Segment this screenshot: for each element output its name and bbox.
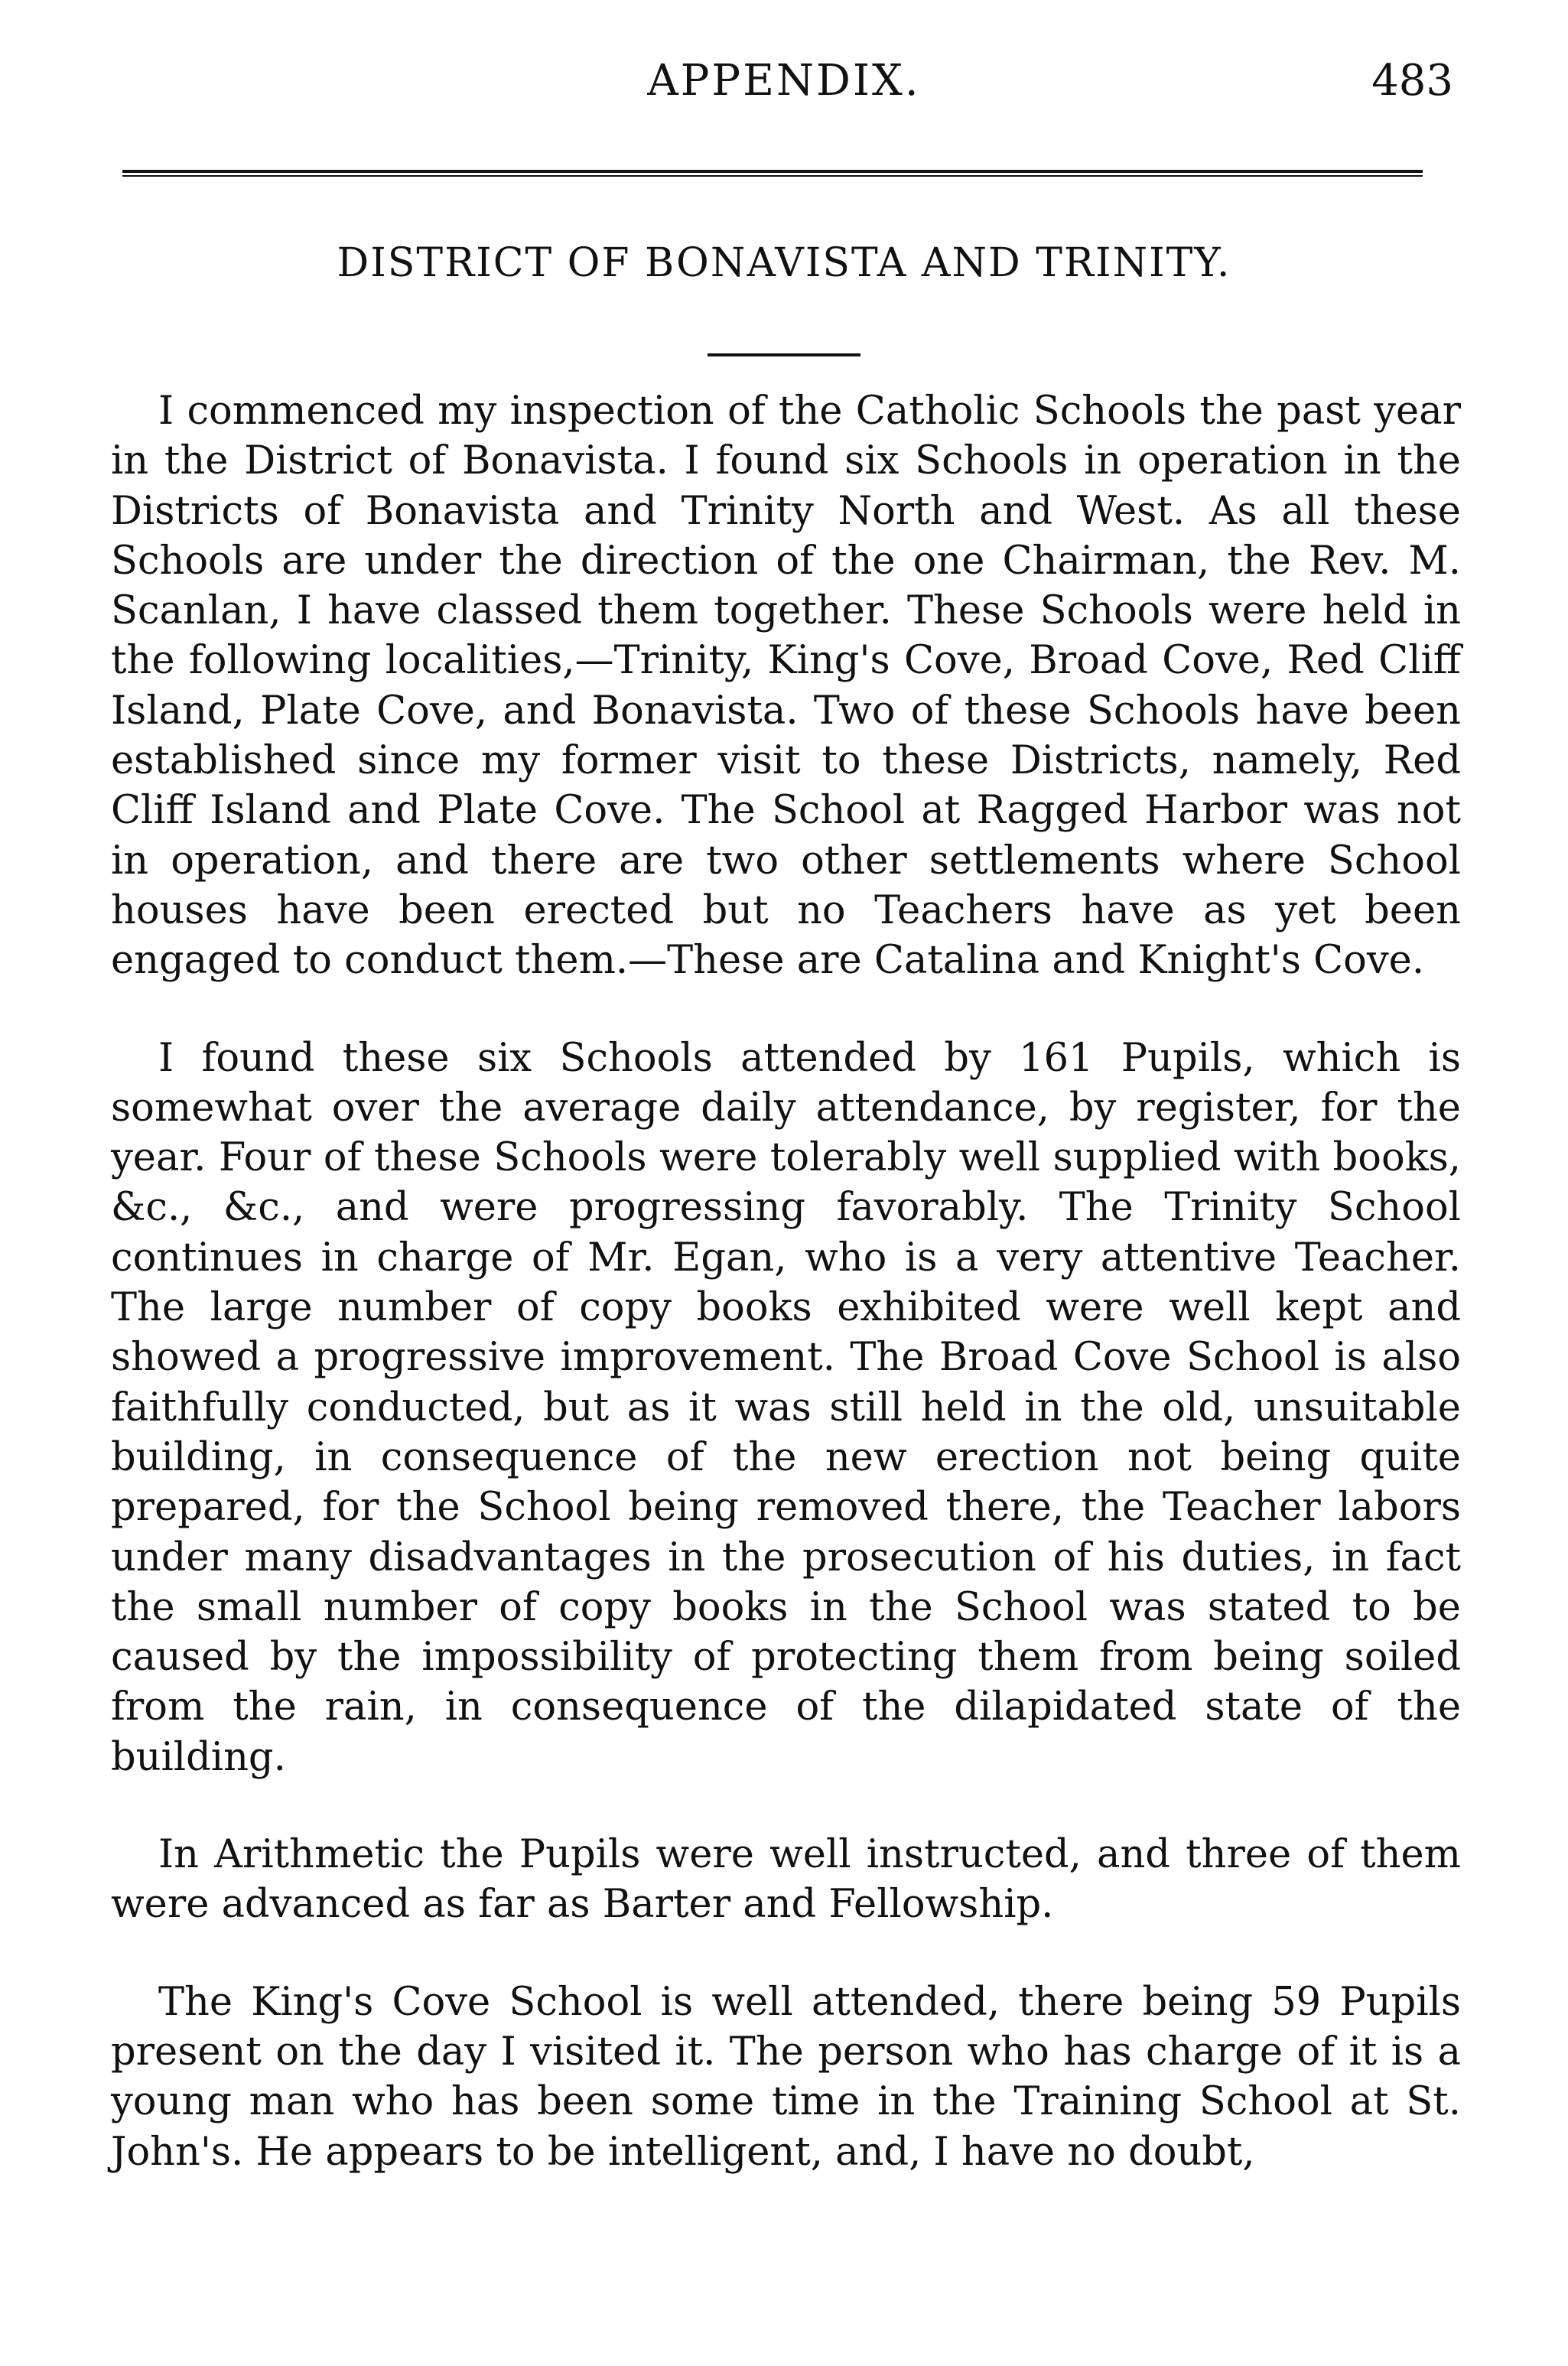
paragraph-4: The King's Cove School is well attended, there being 59 Pupils present on the day I visited it. The person who has charge of it is a young man who has been some time in the Training School at St. John's. He appears to be intelligent, and, I have no doubt, <box>111 1979 1461 2175</box>
body-text <box>111 386 1461 2177</box>
section-title: DISTRICT OF BONAVISTA AND TRINITY. <box>337 240 1231 286</box>
paragraph-3: In Arithmetic the Pupils were well instructed, and three of them were advanced as far as Barter and Fellowship. <box>111 1832 1461 1928</box>
header-rule <box>122 170 1423 177</box>
page-number: 483 <box>1371 56 1453 106</box>
paragraph-1: I commenced my inspection of the Catholic Schools the past year in the District of Bonavista. I found six Schools in operation in the Districts of Bonavista and Trinity North and West. As all these Schools are under the direction of the one Chairman, the Rev. M. Scanlan, I have classed them together. These Schools were held in the following localities,—Trinity, King's Cove, Broad Cove, Red Cliff Island, Plate Cove, and Bonavista. Two of these Schools have been established since my former visit to these Districts, namely, Red Cliff Island and Plate Cove. The School at Ragged Harbor was not in operation, and there are two other settlements where School houses have been erected but no Teachers have as yet been engaged to conduct them.—These are Catalina and Knight's Cove. <box>111 389 1461 984</box>
section-rule <box>708 353 860 356</box>
paragraph-2: I found these six Schools attended by 161 Pupils, which is somewhat over the average daily attendance, by register, for the year. Four of these Schools were tolerably well supplied with books, &c., &c., and were progressing favorably. The Trinity School continues in charge of Mr. Egan, who is a very attentive Teacher. The large number of copy books exhibited were well kept and showed a progressive improvement. The Broad Cove School is also faithfully conducted, but as it was still held in the old, unsuitable building, in consequence of the new erection not being quite prepared, for the School being removed there, the Teacher labors under many disadvantages in the prosecution of his duties, in fact the small number of copy books in the School was stated to be caused by the impossibility of protecting them from being soiled from the rain, in consequence of the dilapidated state of the building. <box>111 1035 1461 1780</box>
running-title: APPENDIX. <box>647 56 921 106</box>
